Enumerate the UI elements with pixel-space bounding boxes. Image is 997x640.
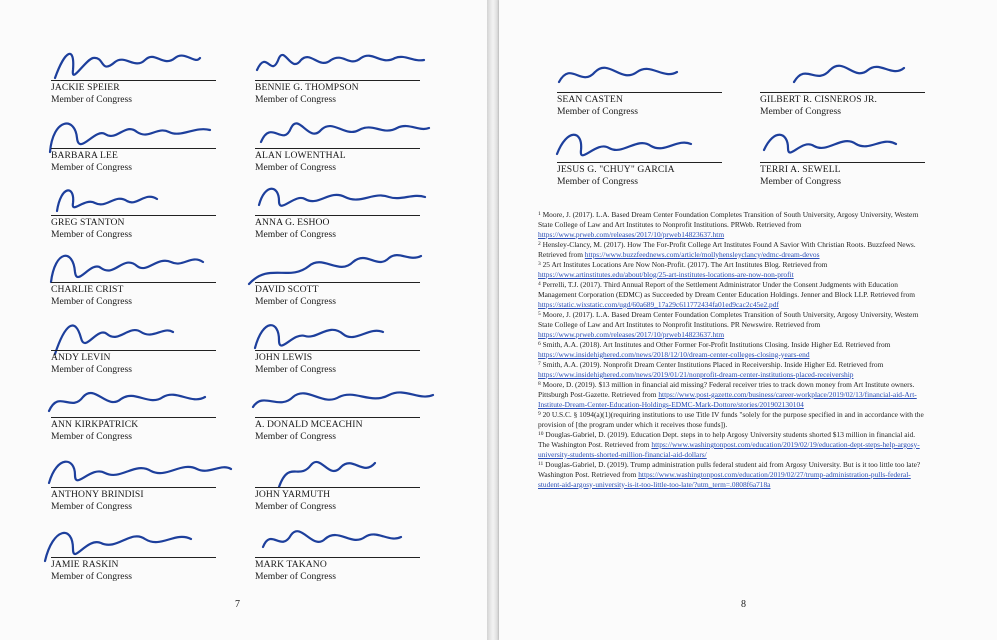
signatory-title: Member of Congress — [255, 229, 336, 240]
footnote-link[interactable]: https://www.prweb.com/releases/2017/10/prweb14823637.htm — [538, 229, 725, 239]
footnote-number: 5 — [538, 310, 541, 317]
signatory-name: TERRI A. SEWELL — [760, 164, 841, 175]
signatory-name: BARBARA LEE — [51, 150, 118, 161]
signatory-name: DAVID SCOTT — [255, 284, 319, 295]
signature-line — [760, 162, 925, 163]
footnote-number: 9 — [538, 410, 541, 417]
signature-line — [557, 92, 722, 93]
signature-line — [255, 557, 420, 558]
signatory-title: Member of Congress — [760, 106, 841, 117]
footnote-item — [538, 410, 928, 430]
footnote-item — [538, 460, 928, 489]
signatory-title: Member of Congress — [51, 431, 132, 442]
signatory-name: ANDY LEVIN — [51, 352, 111, 363]
signature-line — [255, 417, 420, 418]
signatory-title: Member of Congress — [51, 364, 132, 375]
page-number-left: 7 — [235, 599, 240, 610]
footnote-link[interactable]: https://www.artinstitutes.edu/about/blog/25-art-institutes-locations-are-now-non-profit — [538, 269, 794, 279]
signature-line — [51, 148, 216, 149]
signature-line — [51, 350, 216, 351]
footnote-number: 2 — [538, 240, 541, 247]
signatory-title: Member of Congress — [51, 229, 132, 240]
footnote-number: 11 — [538, 460, 544, 467]
footnote-link[interactable]: https://www.insidehighered.com/news/2018/12/10/dream-center-colleges-closing-years-end — [538, 349, 810, 359]
signatory-name: GREG STANTON — [51, 217, 125, 228]
signature-line — [255, 282, 420, 283]
footnote-number: 6 — [538, 340, 541, 347]
footnote-item — [538, 430, 928, 459]
signatory-title: Member of Congress — [255, 364, 336, 375]
signatory-name: JAMIE RASKIN — [51, 559, 119, 570]
signatory-name: ANN KIRKPATRICK — [51, 419, 139, 430]
page-number-right: 8 — [741, 599, 746, 610]
signatory-name: JOHN LEWIS — [255, 352, 313, 363]
footnote-link[interactable]: https://www.washingtonpost.com/education/2019/02/19/education-dept-steps-help-argosy-university-students-shorted-million-financial-aid-dollars/ — [538, 439, 920, 459]
signatory-title: Member of Congress — [255, 162, 336, 173]
signature-line — [51, 487, 216, 488]
footnote-link[interactable]: https://www.buzzfeednews.com/article/mollyhensleyclancy/edmc-dream-devos — [584, 249, 820, 259]
footnote-item — [538, 310, 928, 339]
signatory-name: ANNA G. ESHOO — [255, 217, 330, 228]
footnote-item — [538, 240, 928, 260]
signatory-title: Member of Congress — [557, 106, 638, 117]
footnote-number: 8 — [538, 381, 541, 388]
signatory-title: Member of Congress — [51, 94, 132, 105]
footnote-text: Smith, A.A. (2019). Nonprofit Dream Center Institutions Placed in Receivership. Inside Higher Ed. Retrieved from — [542, 359, 884, 369]
signature-line — [255, 80, 420, 81]
footnote-item — [538, 340, 928, 360]
signature-line — [760, 92, 925, 93]
footnote-text: Douglas-Gabriel, D. (2019). Trump administration pulls federal student aid from Argosy University. But is it too little too late? Washington Post. Retrieved from — [538, 459, 921, 479]
signatory-title: Member of Congress — [255, 501, 336, 512]
footnote-text: Moore, D. (2019). $13 million in financial aid missing? Federal receiver tries to track down money from Art Institute owners. Pittsburgh Post-Gazette. Retrieved from — [538, 380, 915, 399]
signature-line — [51, 215, 216, 216]
signatory-title: Member of Congress — [51, 296, 132, 307]
footnote-text: 25 Art Institutes Locations Are Now Non-Profit. (2017). The Art Institutes Blog. Retrieved from — [542, 259, 828, 269]
footnote-item — [538, 360, 928, 380]
signatory-title: Member of Congress — [51, 571, 132, 582]
footnote-number: 3 — [538, 260, 541, 267]
signature-line — [255, 148, 420, 149]
signatory-title: Member of Congress — [760, 176, 841, 187]
footnote-text: 20 U.S.C. § 1094(a)(1)(requiring institutions to use Title IV funds "solely for the purpose specified in and in accordance with the provision of [the program under which it receives those funds]). — [538, 409, 924, 429]
signatory-name: A. DONALD MCEACHIN — [255, 419, 363, 430]
signatory-name: MARK TAKANO — [255, 559, 327, 570]
signature-line — [51, 80, 216, 81]
page-gutter — [487, 0, 499, 640]
signature-line — [51, 417, 216, 418]
signature-line — [557, 162, 722, 163]
footnote-item — [538, 380, 928, 409]
footnote-link[interactable]: https://www.prweb.com/releases/2017/10/prweb14823637.htm — [538, 329, 725, 339]
signature-line — [255, 350, 420, 351]
signature-line — [51, 557, 216, 558]
footnote-text: Moore, J. (2017). L.A. Based Dream Center Foundation Completes Transition of South University, Argosy University, Western State College of Law and Art Institutes to Nonprofit Institutions. PR Newswire. Retrieved from — [538, 309, 919, 329]
signatory-title: Member of Congress — [557, 176, 638, 187]
signatory-name: GILBERT R. CISNEROS JR. — [760, 94, 877, 105]
signatory-name: JESUS G. "CHUY" GARCIA — [557, 164, 675, 175]
footnote-item — [538, 280, 928, 309]
signature-line — [255, 215, 420, 216]
footnote-number: 10 — [538, 431, 544, 438]
signatory-title: Member of Congress — [255, 94, 336, 105]
footnote-number: 7 — [538, 360, 541, 367]
signatory-name: ALAN LOWENTHAL — [255, 150, 346, 161]
signatory-title: Member of Congress — [51, 501, 132, 512]
footnote-item — [538, 210, 928, 239]
signatory-name: JOHN YARMUTH — [255, 489, 331, 500]
footnote-link[interactable]: https://www.insidehighered.com/news/2019/01/21/nonprofit-dream-center-institutions-placed-receivership — [538, 369, 854, 379]
footnote-text: Moore, J. (2017). L.A. Based Dream Center Foundation Completes Transition of South University, Argosy University, Western State College of Law and Art Institutes to Nonprofit Institutions. PRWeb. Retrieved from — [538, 210, 919, 229]
signatory-name: BENNIE G. THOMPSON — [255, 82, 359, 93]
signature-line — [51, 282, 216, 283]
signatory-name: SEAN CASTEN — [557, 94, 623, 105]
signatory-name: CHARLIE CRIST — [51, 284, 124, 295]
footnote-link[interactable]: https://www.washingtonpost.com/education/2019/02/27/trump-administration-pulls-federal-student-aid-argosy-university-is-it-too-little-too-late/?utm_term=.0808f6a718a — [538, 469, 911, 489]
footnote-item — [538, 260, 928, 280]
footnote-text: Perrelli, T.J. (2017). Third Annual Report of the Settlement Administrator Under the Consent Judgments with Education Management Corporation (EDMC) as Succeeded by Dream Center Education Holdings. Jenner and Block LLP. Retrieved from — [538, 280, 916, 299]
footnote-text: Hensley-Clancy, M. (2017). How The For-Profit College Art Institutes Found A Savior With Christian Roots. Buzzfeed News. Retrieved from — [538, 239, 916, 259]
signatory-name: ANTHONY BRINDISI — [51, 489, 144, 500]
footnote-link[interactable]: https://www.post-gazette.com/business/career-workplace/2019/02/13/financial-aid-Art-Institute-Dream-Center-Education-Holdings-EDMC-Mark-Dottore/stories/201902130104 — [538, 389, 917, 409]
signatory-title: Member of Congress — [255, 571, 336, 582]
footnote-text: Smith, A.A. (2018). Art Institutes and Other Former For-Profit Institutions Closing. Inside Higher Ed. Retrieved from — [542, 339, 891, 349]
signature-line — [255, 487, 420, 488]
footnote-number: 1 — [538, 211, 541, 217]
footnote-link[interactable]: https://static.wixstatic.com/ugd/60a689_17a29c611772434fa01ed9cac2c45e2.pdf — [538, 299, 779, 309]
signatory-name: JACKIE SPEIER — [51, 82, 120, 93]
signatory-title: Member of Congress — [255, 431, 336, 442]
signatory-title: Member of Congress — [51, 162, 132, 173]
signatory-title: Member of Congress — [255, 296, 336, 307]
footnote-text: Douglas-Gabriel, D. (2019). Education Dept. steps in to help Argosy University students shorted $13 million in financial aid. The Washington Post. Retrieved from — [538, 430, 916, 449]
footnotes — [538, 210, 928, 490]
footnote-number: 4 — [538, 281, 541, 288]
